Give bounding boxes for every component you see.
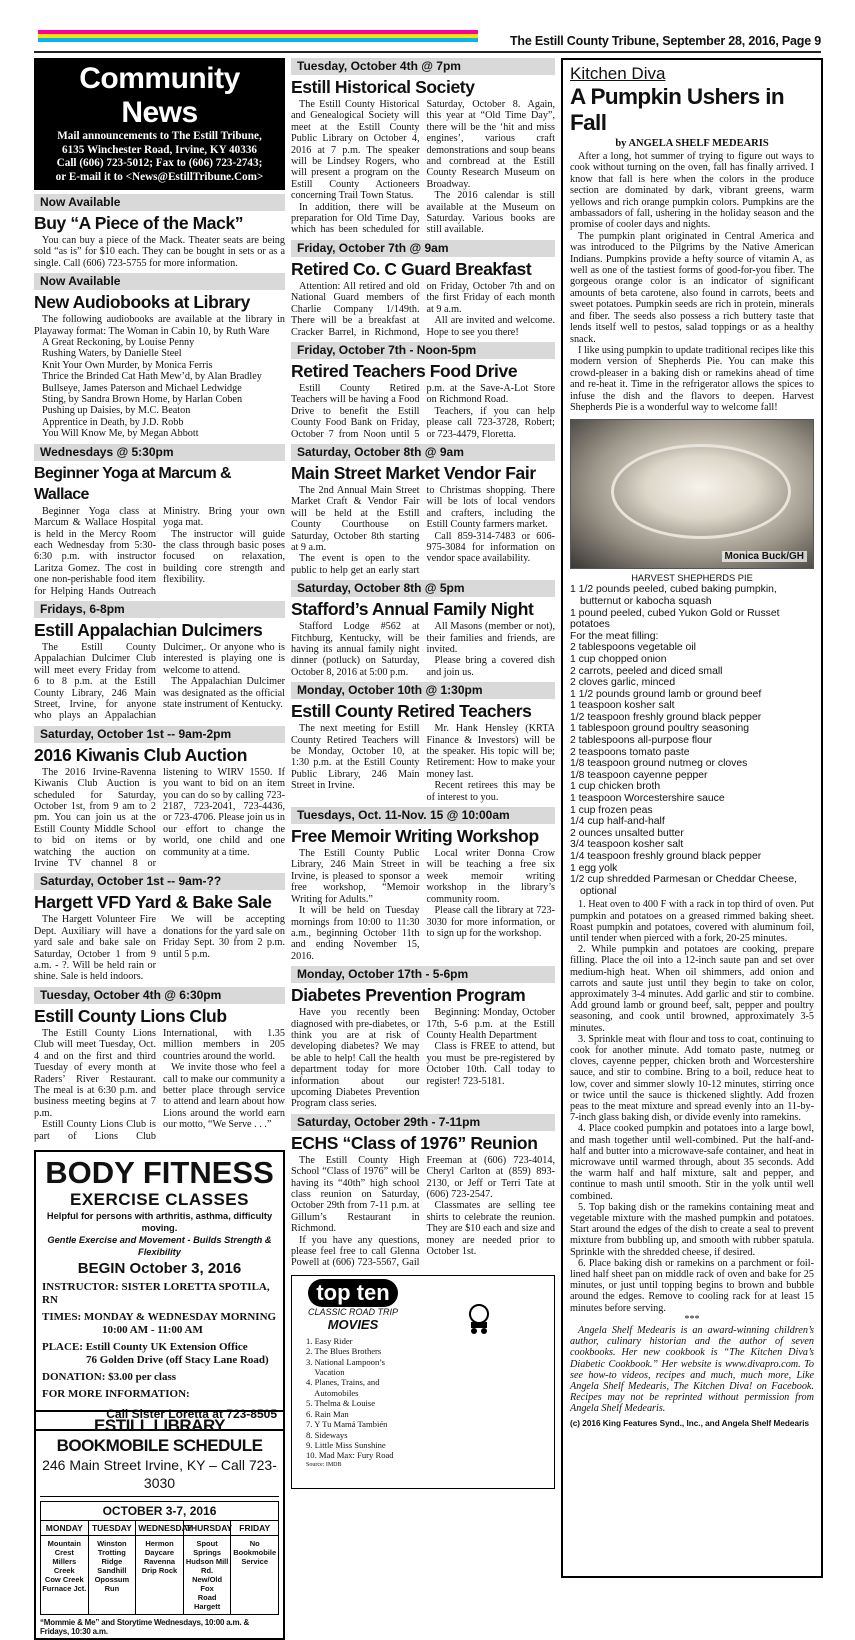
event-body [34,767,285,870]
event-paragraph: It will be held on Tuesday mornings from 10:00 to 11:30 a.m., beginning October 11th and ending November 15, 2016. [291,905,420,962]
day-header: WEDNESDAY [136,1521,184,1536]
event-paragraph: Class is FREE to attend, but you must be pre-registered by October 10th. Call today to register! 723-5181. [426,1041,555,1087]
event-paragraph: The 2016 calendar is still available at the Museum on Saturday. Various books are still available. [426,190,555,236]
body-fitness-ad [34,1150,285,1431]
list-item: 4. Planes, Trains, and [306,1377,380,1388]
event-body [34,642,285,722]
masthead-line: 6135 Winchester Road, Irvine, KY 40336 [61,143,258,156]
column-middle [291,58,555,1489]
direction-step: 5. Top baking dish or the ramekins containing meat and vegetable mixture with the mashed pumpkin and potatoes. Start around the edges of the dish to create a seal to prevent mixture from bubbling up, and smooth with rubber spatula. Sprinkle with the shredded cheese, if desired. [570,1201,814,1258]
event-body [34,506,285,597]
event-body [291,485,555,576]
event-body: The following audiobooks are available at the library in Playaway format: The Woman in Cabin 10, by Ruth Ware [34,314,285,337]
fitness-place-address: 76 Golden Drive (off Stacy Lane Road) [86,1353,269,1366]
event-body [291,383,555,440]
event-paragraph: Call 859-314-7483 or 606-975-3084 for information on vendor space availability. [426,530,555,565]
bookmobile-schedule [34,1410,285,1640]
event-paragraph: Classmates are selling tee shirts to celebrate the reunion. They are $10 each and size and money are needed prior to October 1st. [426,1200,555,1258]
bookmobile-address: 246 Main Street Irvine, KY – Call 723-3030 [40,1456,279,1497]
list-item: You Will Know Me, by Megan Abbott [42,428,199,440]
list-item: 8. Sideways [306,1429,348,1440]
fitness-donation: DONATION: $3.00 per class [42,1370,177,1383]
ingredient-item: 1 1/2 pounds ground lamb or ground beef [570,688,762,700]
stop-cell: Mountain Crest Millers Creek Cow Creek Furnace Jct. [41,1536,89,1615]
event-paragraph: Recent retirees this may be of interest to you. [426,780,555,803]
event-headline: Estill County Retired Teachers [291,701,532,722]
author-bio: Angela Shelf Medearis is an award-winning children’s author, culinary historian and the author of seven cookbooks. Her new cookbook is “The Kitchen Diva’s Diabetic Cookbook.” Her website is www.divapro.com. To see how-to videos, recipes and much, much more, Like Angela Shelf Medearis, The Kitchen Diva! on Facebook. Recipes may not be reprinted without permission from Angela Shelf Medearis. [570,1324,814,1415]
stop-cell: Hermon Daycare Ravenna Drip Rock [136,1536,184,1615]
bookmobile-dates: OCTOBER 3-7, 2016 [41,1502,279,1521]
list-item: Pushing up Daisies, by M.C. Beaton [42,405,191,417]
list-item: 6. Rain Man [306,1408,349,1419]
bookmobile-table [40,1501,279,1615]
event-paragraph: The Estill County Appalachian Dulcimer Club will meet every Friday from 6 to 8 p.m. at the Estill County Library, 246 Main Street, Irvine, for anyone who plays an Appalachian Dulcimer,. Or anyone who is interested is playing one is welcome to attend. [34,641,285,722]
list-item: Vacation [306,1367,345,1378]
event-headline: Retired Co. C Guard Breakfast [291,258,532,279]
ingredient-item: 1 teaspoon Worcestershire sauce [570,793,725,805]
event-headline: ECHS “Class of 1976” Reunion [291,1132,538,1153]
ingredient-item: 1 cup frozen peas [570,804,653,816]
event-date-bar: Wednesdays @ 5:30pm [34,444,285,461]
fitness-times: TIMES: MONDAY & WEDNESDAY MORNING [42,1310,277,1323]
ingredient-item: 1/8 teaspoon cayenne pepper [570,769,708,781]
ingredient-list [570,584,814,897]
event-paragraph: If you have any questions, please feel free to call Glenna Powell at (606) 723-5567, Gail Freeman at (606) 723-4014, Cheryl Carlton at (859) 893-2130, or Jeff or Terri Tate at (606) 723-2547. [291,1154,555,1269]
event-paragraph: All are invited and welcome. Hope to see you there! [426,315,555,338]
event-headline: Stafford’s Annual Family Night [291,599,534,620]
event-body [291,848,555,962]
list-item: Thrice the Brinded Cat Hath Mew’d, by Alan Bradley [42,371,262,383]
list-item: 1. Easy Rider [306,1335,353,1346]
event-paragraph: Please call the library at 723-3030 for more information, or to sign up for the workshop. [426,905,555,939]
event-date-bar: Fridays, 6-8pm [34,601,285,618]
event-paragraph: Stafford Lodge #562 at Fitchburg, Kentucky, will be having its annual family night dinner (potluck) on Saturday, October 8, 2016 at 5:00 p.m. [291,621,420,678]
list-item: Automobiles [306,1387,359,1398]
ingredient-item: 2 tablespoons vegetable oil [570,642,696,654]
ingredient-item: 1 egg yolk [570,862,618,874]
event-date-bar: Now Available [34,194,285,211]
ingredient-item: 2 carrots, peeled and diced small [570,665,723,677]
event-date-bar: Saturday, October 29th - 7-11pm [291,1114,555,1131]
event-headline: Beginner Yoga at Marcum & Wallace [34,464,231,503]
event-date-bar: Tuesdays, Oct. 11-Nov. 15 @ 10:00am [291,807,555,824]
event-paragraph: The Estill County High School “Class of 1976” will be having its “40th” high school class reunion on Saturday, October 29th from 7-11 p.m. at Gillum’s Restaurant in Richmond. [291,1154,420,1235]
list-item: 9. Little Miss Sunshine [306,1439,386,1450]
event-paragraph: We will be accepting donations for the yard sale on Friday Sept. 30 from 2 p.m. until 5 p.m. [163,914,285,960]
event-paragraph: Attention: All retired and old National Guard members of Charlie Company 1/149th. There will be a breakfast at Cracker Barrel, in Richmond, on Friday, October 7th and on the first Friday of each month at 9 a.m. [291,280,555,338]
ingredient-item: 1/2 teaspoon freshly ground black pepper [570,711,762,723]
fitness-place: PLACE: Estill County UK Extension Office [42,1340,248,1353]
audiobook-list [34,337,285,440]
top-ten-category: CLASSIC ROAD TRIP [307,1306,399,1317]
list-item: Sting, by Sandra Brown Home, by Harlan Coben [42,394,243,406]
event-paragraph: The Estill County Public Library, 246 Main Street in Irvine, is pleased to sponsor a free workshop, “Memoir Writing for Adults.” [291,848,420,905]
running-head: The Estill County Tribune, September 28, 2016, Page 9 [509,34,821,48]
event-date-bar: Saturday, October 1st -- 9am-?? [34,873,285,890]
event-paragraph: Beginner Yoga class at Marcum & Wallace Hospital is held in the Mercy Room each Wednesday from 5:30-6:30 p.m. with instructor Laritza Gomez. The cost in one non-perishable food item for Helping Hands Outreach Ministry. Bring your own yoga mat. [34,505,285,597]
article-paragraph: After a long, hot summer of trying to figure out ways to cook without turning on the oven, fall has finally arrived. I know that fall is here when the colors in the produce section are dominated by dark, vibrant greens, warm yellows and rich orange pumpkin colors. Pumpkins are the ambassadors of fall, ushering in the holiday season and the promise of cooler days and nights. [570,151,814,231]
event-date-bar: Now Available [34,273,285,290]
top-ten-source: Source: IMDB [306,1461,342,1468]
day-header: TUESDAY [88,1521,136,1536]
event-date-bar: Saturday, October 8th @ 9am [291,444,555,461]
ingredient-item: 3/4 teaspoon kosher salt [570,839,684,851]
masthead-line: Call (606) 723-5012; Fax to (606) 723-2743; [56,157,263,169]
fitness-call: Call Sister Loretta at 723-8505 [106,1406,277,1421]
ingredient-item: butternut or kabocha squash [580,595,712,607]
event-paragraph: The 2016 Irvine-Ravenna Kiwanis Club Auction is scheduled for Saturday, October 1st, from 9 am to 2 pm. You can join us at the Estill County Middle School to bid on items or by watching the auction on Irvine TV channel 8 or listening to WIRV 1550. If you want to bid on an item you can do so by calling 723-2187, 723-2041, 723-4436, or 723-4706. Please join us in our effort to change the world, one child and one community at a time. [34,766,285,870]
event-headline: Free Memoir Writing Workshop [291,826,539,847]
top-ten-list-panel [292,1276,404,1488]
ingredient-item: 1/4 teaspoon freshly ground black pepper [570,851,762,862]
event-date-bar: Monday, October 17th - 5-6pm [291,966,555,983]
direction-step: 3. Sprinkle meat with flour and toss to coat, continuing to cook for another minute. Add tomato paste, nutmeg or cloves, cayenne pepper, chicken broth and Worcestershire sauce, and stir to combine. Bring to a boil, reduce heat to low, cover and simmer slowly 10-12 minutes, stirring once or twice until the sauce is thickened slightly. Add frozen peas to the meat mixture and spread evenly into an 11-by-7-inch glass baking dish, or divide evenly into ramekins. [570,1033,814,1124]
fitness-instructor: INSTRUCTOR: SISTER LORETTA SPOTILA, RN [42,1280,270,1306]
ingredient-item: 1 cup chopped onion [570,653,667,665]
fitness-title: BODY FITNESS [45,1154,274,1190]
event-date-bar: Tuesday, October 4th @ 7pm [291,58,555,75]
direction-step: 2. While pumpkin and potatoes are cooking, prepare filling. Place the oil into a 12-inch saute pan and set over medium-high heat. When oil shimmers, add onion and carrots and saute just until they begin to take on color, approximately 3-4 minutes. Add garlic and stir to combine. Add ground lamb or ground beef, salt, pepper and poultry seasoning, and cook until browned, approximately 3-5 minutes. [570,944,814,1034]
header-color-bar [38,30,478,42]
copyright: (c) 2016 King Features Synd., Inc., and Angela Shelf Medearis [570,1418,810,1428]
top-ten-badge: top ten [308,1279,398,1307]
event-date-bar: Tuesday, October 4th @ 6:30pm [34,987,285,1004]
ingredient-item: For the meat filling: [570,630,659,642]
ingredient-item: 2 ounces unsalted butter [570,827,684,839]
stop-cell: Winston Trotting Ridge Sandhill Opossum Run [88,1536,136,1615]
event-paragraph: Please bring a covered dish and join us. [426,655,555,678]
header-rule [34,51,821,53]
top-ten-box [291,1275,555,1489]
bookmobile-title: ESTILL LIBRARY BOOKMOBILE SCHEDULE [56,1416,263,1455]
event-body [291,281,555,338]
event-paragraph: The 2nd Annual Main Street Market Craft & Vendor Fair will be held at the Estill County Courthouse on Saturday, October 8th starting at 9 a.m. [291,484,420,553]
event-paragraph: The Estill County Historical and Genealogical Society will meet at the Estill County Public Library on October 4, 2016 at 7 p.m. The speaker will be Lindsey Rogers, who will present a program on the Estill County Actioneers concerning Trail Town Status. [291,99,420,202]
list-item: 2. The Blues Brothers [306,1346,382,1357]
byline: by ANGELA SHELF MEDEARIS [615,138,769,149]
event-headline: 2016 Kiwanis Club Auction [34,744,248,765]
event-body [34,1028,285,1142]
ingredient-item: 1/2 cup shredded Parmesan or Cheddar Cheese, [570,874,798,886]
event-paragraph: Teachers, if you can help please call 723-3728, Robert; or 723-4479, Floretta. [426,405,555,440]
bookmobile-footer: “Mommie & Me” and Storytime Wednesdays, 10:00 a.m. & Fridays, 10:30 a.m. [40,1618,250,1636]
list-item: 5. Thelma & Louise [306,1398,376,1409]
direction-step: 6. Place baking dish or ramekins on a parchment or foil-lined half sheet pan on middle rack of oven and bake for 25 minutes, or just until topping begins to brown and bubble around the edges. Remove to cooling rack for at least 15 minutes before serving. [570,1257,814,1314]
recipe-title: HARVEST SHEPHERDS PIE [631,573,753,584]
event-headline: New Audiobooks at Library [34,292,250,313]
color-stripe-cyan [38,38,478,42]
event-date-bar: Friday, October 7th @ 9am [291,240,555,257]
direction-step: 1. Heat oven to 400 F with a rack in top third of oven. Put pumpkin and potatoes on a greased rimmed baking sheet. Roast pumpkin and potatoes, covered with aluminum foil, until tender when pierced with a fork, 20-25 minutes. [570,899,814,944]
ingredient-item: 2 teaspoons tomato paste [570,746,690,758]
event-date-bar: Saturday, October 1st -- 9am-2pm [34,726,285,743]
stop-cell: No Bookmobile Service [231,1536,279,1615]
event-paragraph: Beginning: Monday, October 17th, 5-6 p.m. at the Estill County Health Department [426,1007,555,1041]
day-header: FRIDAY [231,1521,279,1536]
list-item: Bullseye, James Paterson and Michael Ledwidge [42,382,242,394]
community-news-title: Community News [79,62,240,129]
event-paragraph: In addition, there will be preparation for Old Time Day, which has been scheduled for Saturday, October 8. Again, this year at “Old Time Day”, there will be the ‘hit and miss engines’, various craft demonstrations and soup beans and cornbread at the Estill County Research Museum on Broadway. [291,99,555,236]
event-paragraph: Mr. Hank Hensley (KRTA Finance & Investors) will be the speaker. His topic will be; Retirement: How to make your money last. [426,723,555,780]
community-news-masthead [34,58,285,190]
car-trophy-icon [459,1300,499,1340]
event-date-bar: Monday, October 10th @ 1:30pm [291,682,555,699]
ingredient-item: 1/8 teaspoon ground nutmeg or cloves [570,758,748,770]
event-body [291,621,555,678]
event-headline: Hargett VFD Yard & Bake Sale [34,892,272,913]
fitness-begin-date: BEGIN October 3, 2016 [77,1259,242,1277]
fitness-subtitle: EXERCISE CLASSES [70,1189,249,1209]
event-date-bar: Friday, October 7th - Noon-5pm [291,342,555,359]
top-ten-list [306,1336,404,1461]
ingredient-item: 1 pound peeled, cubed Yukon Gold or Russet potatoes [570,607,780,631]
event-headline: Diabetes Prevention Program [291,985,526,1006]
stop-cell: Spout Springs Hudson Mill Rd. New/Old Fox Road Hargett [183,1536,231,1615]
event-body [291,1155,555,1269]
fitness-more-info: FOR MORE INFORMATION: [42,1387,190,1400]
event-body [34,914,285,982]
column-left [34,58,285,1431]
event-paragraph: The event is open to the public to help get an early start to Christmas shopping. There will be lots of local vendors and crafters, including the Estill County farmers market. [291,484,555,576]
day-header: MONDAY [41,1521,89,1536]
article-paragraph: I like using pumpkin to update traditional recipes like this modern version of Shepherds Pie. You can make this crowd-pleaser in a baking dish or ramekins ahead of time and re-heat it. Time in the refrigerator allows the spices to infuse the dish and the flavors to deepen. Harvest Shepherds Pie is a wonderful way to welcome fall! [570,344,814,413]
ingredient-item: 1 teaspoon kosher salt [570,700,675,712]
section-divider: *** [684,1313,700,1325]
event-paragraph: The Hargett Volunteer Fire Dept. Auxiliary will have a yard sale and bake sale on Saturday, October 1 from 9 a.m. - ?. Will be held rain or shine. Sale is held indoors. [34,914,156,983]
article-paragraph: The pumpkin plant originated in Central America and was introduced to the Pilgrims by the Native American Indians. Pumpkins provide a hefty source of vitamin A, as well as one of the tastiest forms of good-for-you fiber. The gorgeous orange color is an indicator of significant amounts of beta carotene, also found in carrots, beets and sweet potatoes. Pumpkin seeds are rich in protein, minerals and fiber. The seeds also possess a rich buttery taste that lends itself well to pestos, salad toppings or as a healthy snack. [570,230,814,345]
ingredient-item: 1/4 cup half-and-half [570,816,665,828]
fitness-note: Helpful for persons with arthritis, asthma, difficulty moving. [46,1210,273,1233]
article-title: A Pumpkin Ushers in Fall [570,84,785,135]
event-body [291,723,555,803]
pie-dish [611,444,791,539]
kitchen-diva-label: Kitchen Diva [570,64,666,83]
event-headline: Estill Appalachian Dulcimers [34,619,263,640]
column-right [561,58,823,1578]
event-body [291,1007,555,1110]
event-body: You can buy a piece of the Mack. Theater seats are being sold “as is” for $10 each. They can be bought in sets or as a single. Call (606) 723-5755 for more information. [34,235,285,269]
ingredient-item: optional [580,885,617,897]
event-paragraph: Local writer Donna Crow will be teaching a free six week memoir writing workshop in the library’s community room. [426,848,555,905]
event-headline: Retired Teachers Food Drive [291,360,518,381]
list-item: Knit Your Own Murder, by Monica Ferris [42,359,213,371]
event-date-bar: Saturday, October 8th @ 5pm [291,580,555,597]
ingredient-item: 1 cup chicken broth [570,781,661,793]
event-headline: Main Street Market Vendor Fair [291,462,536,483]
event-paragraph: All Masons (member or not), their families and friends, are invited. [426,621,555,655]
fitness-times-hours: 10:00 AM - 11:00 AM [102,1323,203,1336]
event-headline: Estill County Lions Club [34,1005,227,1026]
day-header: THURSDAY [183,1521,231,1536]
ingredient-item: 1 tablespoon ground poultry seasoning [570,723,750,735]
kitchen-diva-box [561,58,823,1578]
event-paragraph: We invite those who feel a call to make our community a better place through service to attend and learn about how Lions around the world earn our motto, “We Serve . . .” [163,1062,285,1131]
ingredient-item: 1 1/2 pounds peeled, cubed baking pumpkin, [570,584,777,596]
list-item: A Great Reckoning, by Louise Penny [42,337,195,349]
fitness-note: Gentle Exercise and Movement - Builds Strength & Flexibility [47,1234,272,1257]
list-item: 3. National Lampoon’s [306,1356,386,1367]
event-paragraph: The instructor will guide the class through basic poses focused on relaxation, building core strength and flexibility. [163,528,285,586]
event-paragraph: The Appalachian Dulcimer was designated as the official state instrument of Kentucky. [163,676,285,710]
event-paragraph: The next meeting for Estill County Retired Teachers will be Monday, October 10, at 1:30 p.m. at the Estill County Public Library, 246 Main Street in Irvine. [291,723,420,792]
directions [570,899,814,1314]
masthead-line: or E-mail it to <News@EstillTribune.Com> [55,170,264,183]
event-body [291,99,555,236]
top-ten-illustration [404,1276,554,1488]
event-paragraph: Estill County Retired Teachers will be having a Food Drive to benefit the Estill County Food Bank on Friday, October 7 from Noon until 5 p.m. at the Save-A-Lot Store on Richmond Road. [291,382,555,440]
shepherds-pie-photo [570,419,814,569]
top-ten-category-main: MOVIES [327,1316,379,1332]
ingredient-item: 2 cloves garlic, minced [570,677,676,689]
ingredient-item: 2 tablespoons all-purpose flour [570,735,713,747]
list-item: 7. Y Tu Mamá También [306,1419,388,1430]
photo-credit: Monica Buck/GH [722,551,807,562]
list-item: Rushing Waters, by Danielle Steel [42,348,182,360]
event-paragraph: Estill County Lions Club is part of Lions Club International, with 1.35 million members in 205 countries around the world. [34,1027,285,1142]
event-paragraph: Have you recently been diagnosed with pre-diabetes, or think you are at risk of developing diabetes? We may be able to help! Call the health department today for more information about our upcoming Diabetes Prevention Program class series. [291,1007,420,1110]
event-paragraph: The Estill County Lions Club will meet Tuesday, Oct. 4 and on the first and third Tuesday of every month at Raders’ River Restaurant. The meal is at 6:30 p.m. and business meeting begins at 7 p.m. [34,1027,156,1119]
list-item: 10. Mad Max: Fury Road [306,1450,394,1461]
direction-step: 4. Place cooked pumpkin and potatoes into a large bowl, and mash together until well-combined. Put the half-and-half and butter into a microwave-safe container, and heat in microwave until warmed through, about 35 seconds. Add the warm half and half mixture, salt and pepper, and continue to mash until smooth. Stir in the yolk until well combined. [570,1123,814,1202]
list-item: Apprentice in Death, by J.D. Robb [42,416,184,428]
masthead-line: Mail announcements to The Estill Tribune, [57,130,262,142]
event-headline: Estill Historical Society [291,77,475,97]
event-headline: Buy “A Piece of the Mack” [34,213,244,233]
